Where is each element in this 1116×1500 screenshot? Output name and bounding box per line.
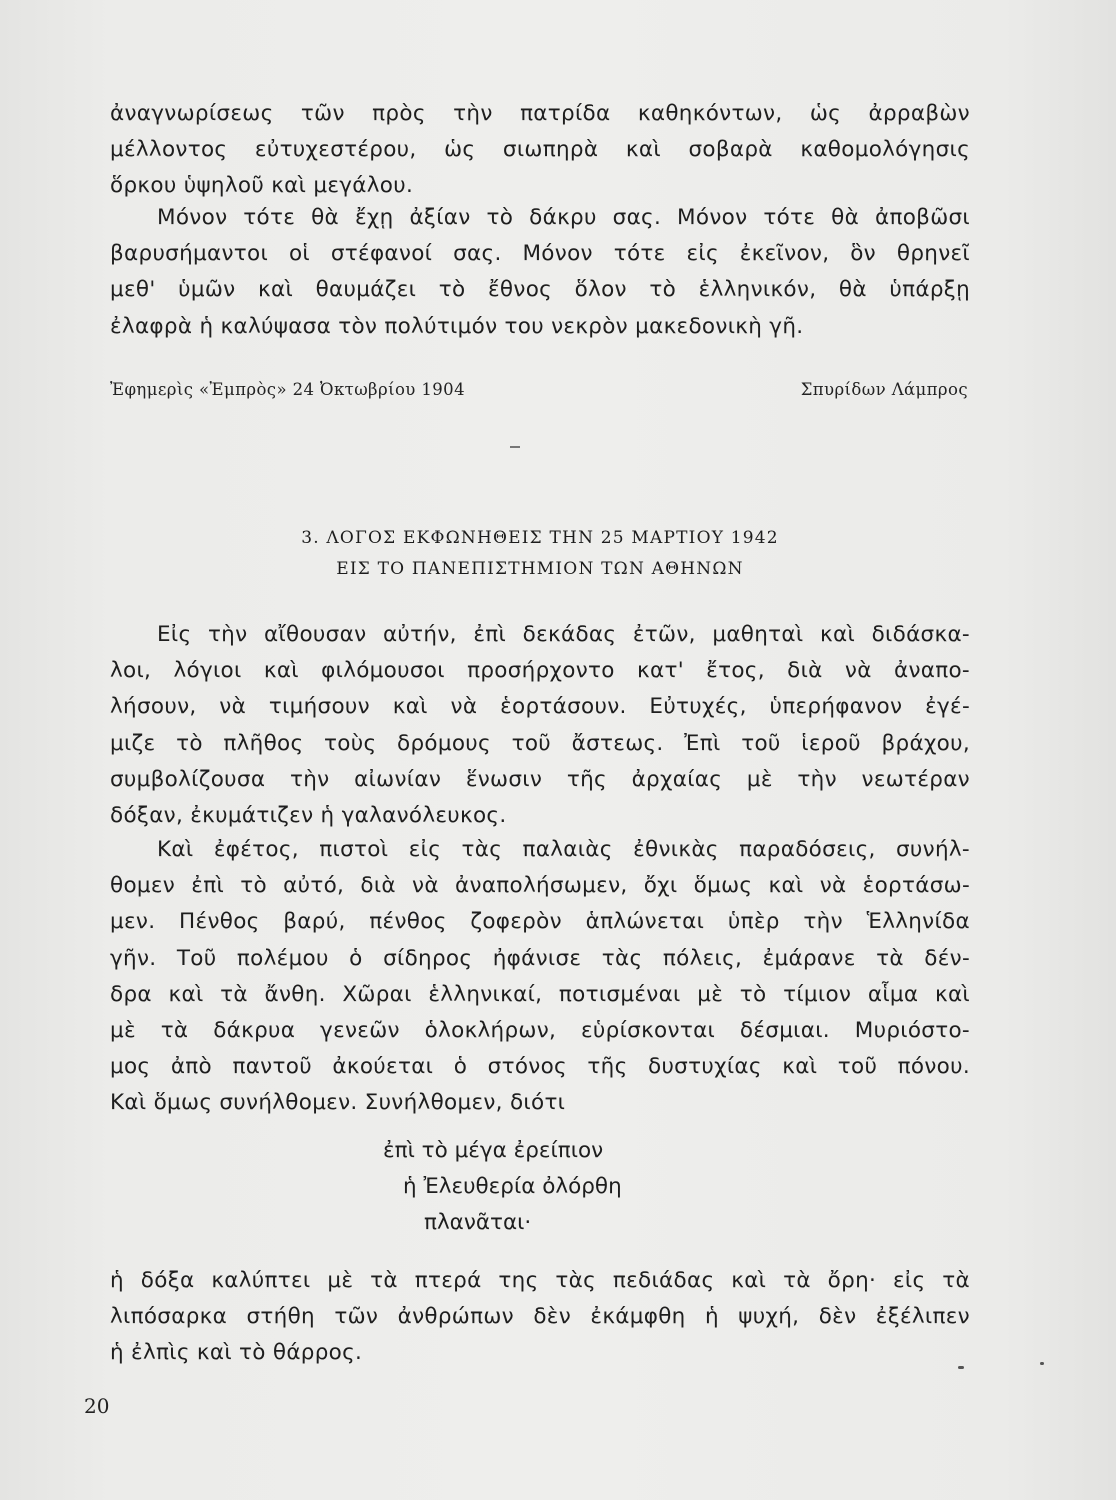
text-line: συμβολίζουσα τὴν αἰωνίαν ἕνωσιν τῆς ἀρχαίας μὲ τὴν νεωτέραν [110,766,970,792]
text-line: Καὶ ἐφέτος, πιστοὶ εἰς τὰς παλαιὰς ἐθνικὰς παραδόσεις, συνήλ- [157,837,970,862]
text-line: δρα καὶ τὰ ἄνθη. Χῶραι ἑλληνικαί, ποτισμέναι μὲ τὸ τίμιον αἷμα καὶ [110,981,970,1007]
attribution-source: Ἐφημερὶς «Ἐμπρὸς» 24 Ὀκτωβρίου 1904 [110,380,465,399]
paragraph-intro [110,96,970,205]
text-line: μέλλοντος εὐτυχεστέρου, ὡς σιωπηρὰ καὶ σοβαρὰ καθομολόγησις [110,137,970,163]
paragraph-third [110,617,970,834]
text-line: μεθ' ὑμῶν καὶ θαυμάζει τὸ ἔθνος ὅλον τὸ ἑλληνικόν, θὰ ὑπάρξῃ [110,277,970,303]
text-line: λιπόσαρκα στήθη τῶν ἀνθρώπων δὲν ἐκάμφθη ἡ ψυχή, δὲν ἐξέλιπεν [110,1304,970,1330]
separator-dash [510,446,520,448]
text-line: ἡ ἐλπὶς καὶ τὸ θάρρος. [110,1340,363,1366]
text-line: μὲ τὰ δάκρυα γενεῶν ὁλοκλήρων, εὑρίσκονται δέσμιαι. Μυριόστο- [110,1018,970,1044]
section-heading-line-2: ΕΙΣ ΤΟ ΠΑΝΕΠΙΣΤΗΜΙΟΝ ΤΩΝ ΑΘΗΝΩΝ [336,559,744,579]
text-line: Μόνον τότε θὰ ἔχῃ ἀξίαν τὸ δάκρυ σας. Μόνον τότε θὰ ἀποβῶσι [157,205,970,230]
text-line: μιζε τὸ πλῆθος τοὺς δρόμους τοῦ ἄστεως. Ἐπὶ τοῦ ἱεροῦ βράχου, [110,730,970,756]
verse-line: ἡ Ἐλευθερία ὀλόρθη [403,1174,622,1199]
paragraph-closing [110,1263,970,1372]
attribution-author: Σπυρίδων Λάμπρος [800,380,968,399]
section-heading-line-1: 3. ΛΟΓΟΣ ΕΚΦΩΝΗΘΕΙΣ ΤΗΝ 25 ΜΑΡΤΙΟΥ 1942 [301,528,779,548]
paragraph-second [110,200,970,345]
text-line: λήσουν, νὰ τιμήσουν καὶ νὰ ἑορτάσουν. Εὐτυχές, ὑπερήφανον ἐγέ- [110,694,970,720]
text-line: λοι, λόγιοι καὶ φιλόμουσοι προσήρχοντο κατ' ἔτος, διὰ νὰ ἀναπο- [110,658,970,684]
text-line: ὅρκου ὑψηλοῦ καὶ μεγάλου. [110,173,414,199]
text-line: ἡ δόξα καλύπτει μὲ τὰ πτερά της τὰς πεδιάδας καὶ τὰ ὄρη· εἰς τὰ [110,1268,970,1293]
text-line: θομεν ἐπὶ τὸ αὐτό, διὰ νὰ ἀναπολήσωμεν, ὄχι ὅμως καὶ νὰ ἑορτάσω- [110,873,970,899]
text-line: ἐλαφρὰ ἡ καλύψασα τὸν πολύτιμόν του νεκρὸν μακεδονικὴ γῆ. [110,313,804,339]
page-number: 20 [84,1394,110,1418]
paragraph-fourth [110,832,970,1122]
text-line: μος ἀπὸ παντοῦ ἀκούεται ὁ στόνος τῆς δυστυχίας καὶ τοῦ πόνου. [110,1054,970,1080]
text-line: γῆν. Τοῦ πολέμου ὁ σίδηρος ἠφάνισε τὰς πόλεις, ἐμάρανε τὰ δέν- [110,945,970,971]
text-line: βαρυσήμαντοι οἱ στέφανοί σας. Μόνον τότε εἰς ἐκεῖνον, ὃν θρηνεῖ [110,241,970,267]
text-line: Καὶ ὅμως συνήλθομεν. Συνήλθομεν, διότι [110,1090,566,1116]
text-line: ἀναγνωρίσεως τῶν πρὸς τὴν πατρίδα καθηκόντων, ὡς ἀρραβὼν [110,101,970,126]
text-line: Εἰς τὴν αἴθουσαν αὐτήν, ἐπὶ δεκάδας ἐτῶν, μαθηταὶ καὶ διδάσκα- [157,622,970,647]
text-line: μεν. Πένθος βαρύ, πένθος ζοφερὸν ἁπλώνεται ὑπὲρ τὴν Ἑλληνίδα [110,909,970,935]
verse-line: πλανᾶται· [424,1210,532,1235]
text-line: δόξαν, ἐκυμάτιζεν ἡ γαλανόλευκος. [110,803,507,829]
verse-line: ἐπὶ τὸ μέγα ἐρείπιον [383,1138,604,1163]
